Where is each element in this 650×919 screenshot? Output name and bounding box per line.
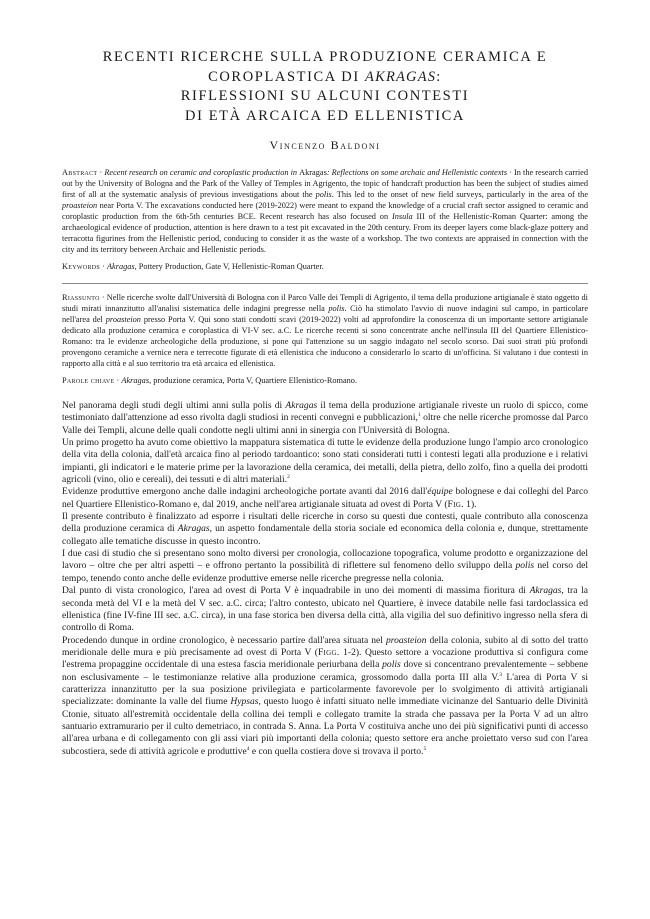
title-line-4: DI ETÀ ARCAICA ED ELLENISTICA [185,107,465,124]
p1-text-d: oltre che nelle ricerche promosse dal Parco Valle dei Templi, alcune delle quali condotte negli ultimi anni in sinergia con l'Università di Bologna. [62,412,588,436]
p6-akragas: Akragas [529,585,562,597]
riassunto-polis: polis [328,304,345,313]
abstract-text-3: near Porta V. The excavations conducted here (2019-2022) were meant to expand the knowledge of a crucial craft sector assigned to ceramic and coroplastic production from the 6th-5th centuries BCE. Recent research has also focused on [62,201,588,221]
parole-chiave [62,375,588,386]
riassunto-label: Riassunto [62,293,100,302]
p4-text-a: Il presente contributo è finalizzato ad esporre i risultati delle ricerche in corso su questi due contesti, quale contributo alla conoscenza della produzione ceramica di [62,511,588,535]
p7-hypsas: Hypsas [230,696,259,708]
p4-akragas: Akragas [177,523,210,535]
parole-sep: · [114,376,122,385]
figure-ref-1[interactable]: Fig. [447,498,464,510]
keywords [62,261,588,272]
abstract-text-2: . This led to the onset of new field surveys, particularly in the area of the [331,190,589,199]
abstract-text-1: · In the research carried out by the University of Bologna and the Park of the Valley of Temples in Agrigento, the topic of handcraft production has been the subject of studies aimed first of all at the systematic analysis of previous investigations about the [62,168,589,199]
abstract-text-4: III of the Hellenistic-Roman Quarter: among the archaeological evidence of production, attention is here drawn to a test pit excavated in the 20th century. From its deeper layers come black-glaze pottery and terracotta figurines from the Hellenistic period, conducing to consider it as the waste of a workshop. The two contexts are appraised in connection with the city and its territory between Archaic and Hellenistic periods. [62,212,588,254]
title-akragas: AKRAGAS [365,68,437,85]
keywords-label: Keywords [62,262,101,271]
body-paragraph-3 [62,486,588,511]
body-paragraph-7 [62,635,588,758]
author-name: Vincenzo Baldoni [269,138,381,152]
p7-proasteion: proasteion [385,634,427,646]
footnote-ref-4[interactable]: 4 [246,745,250,752]
p1-text-a: Nel panorama degli studi degli ultimi anni sulla polis di [62,400,286,411]
p2-text: Un primo progetto ha avuto come obiettivo la mappatura sistematica di tutte le evidenze della produzione lungo l'ampio arco cronologico della vita della colonia, dall'età arcaica fino al periodo tardoantico: sono stati considerati tutti i contesti legati alla produzione e i relativi impianti, gli indicatori e le materie prime per la lavorazione della ceramica, dei metalli, della pietra, dello zolfo, fino a quella dei prodotti agricoli (vino, olio e cereali), dei tessuti e di altri materiali. [62,437,588,486]
p5-polis: polis [515,560,535,572]
p7-text-g: dove si concentrano prevalentemente – sebbene non esclusivamente – le testimonianze relative alla produzione ceramica, grossomodo dalla porta III alla V. [62,659,588,683]
p5-text-c: nel corso del tempo, tenendo conto anche delle evidenze produttive emerse nelle ricerche pregresse nella colonia. [62,560,588,584]
body-paragraph-5 [62,548,588,585]
keywords-text: , Pottery Production, Gate V, Hellenistic-Roman Quarter. [134,262,324,271]
abstract-polis: polis [315,190,332,199]
title-line-1: RECENTI RICERCHE SULLA PRODUZIONE CERAMICA E [102,49,548,65]
body-text [62,400,588,758]
p3-text-e: 1). [463,498,477,510]
p3-text-a: Evidenze produttive emergono anche dalle indagini archeologiche portate avanti dal 2016 dall' [62,486,428,498]
p7-polis: polis [382,659,401,671]
abstract-insula: Insula [391,212,413,221]
body-paragraph-4 [62,511,588,548]
p6-text-a: Dal punto di vista cronologico, l'area ad ovest di Porta V è inquadrabile in uno dei momenti di massima fioritura di [62,585,530,597]
p1-akragas: Akragas [285,400,318,411]
abstract-title-1: Recent research on ceramic and coroplastic production in [104,168,300,177]
p6-text-c: , tra la seconda metà del VI e la metà del V sec. a.C. circa; l'altro contesto, ubicato nel Quartiere, è invece databile nelle fasi tardoclassica ed ellenistica (fine IV-fine III sec. a.C. circa), in una fase storica ben diversa della città, alla vigilia del suo definitivo ingresso nella sfera di controllo di Roma. [62,585,588,634]
p3-equipe: équipe [427,486,453,498]
abstract [62,167,588,255]
p7-text-h: L'area di Porta V si caratterizza innanzitutto per la sua posizione privilegiata e particolarmente favorevole per lo svolgimento di attività artigianali specializzate: dominante la valle del fiume [62,671,588,708]
riassunto-proasteion: proasteion [105,315,141,324]
title-colon: : [436,68,442,85]
footnote-ref-3[interactable]: 3 [499,671,503,678]
footnote-ref-1[interactable]: 1 [417,412,421,419]
abstract-title-2: : Reflections on some archaic and Hellenistic contexts [326,168,508,177]
section-divider [62,283,588,284]
parole-akragas: Akragas [121,376,150,385]
parole-label: Parole chiave [62,376,115,385]
abstract-sep: · [97,168,105,177]
body-paragraph-1 [62,400,588,437]
keywords-akragas: Akragas [106,262,135,271]
figure-ref-2[interactable]: Figg. [317,646,340,658]
title-line-2-text: COROPLASTICA DI [208,68,366,85]
title-line-2 [62,68,588,88]
abstract-label: Abstract [62,168,98,177]
footnote-ref-5[interactable]: 5 [423,745,427,752]
riassunto-text-3: presso Porta V. Qui sono stati condotti scavi (2019-2022) volti ad approfondire la conoscenza di un importante settore artigianale dedicato alla produzione ceramica e coroplastica di VI-V sec. a.C. Le ricerche recenti si sono concentrate anche nell'insula III del Quartiere Ellenistico-Romano: tra le evidenze archeologiche della produzione, si pone qui l'attenzione su un saggio indagato nel secolo scorso. Dai suoi strati più profondi provengono ceramiche a vernice nera e terrecotte figurate di età ellenistica che inducono a considerarlo lo scarto di un'officina. Si valutano i due contesti in rapporto alla città e al suo territorio tra età arcaica ed ellenistica. [62,315,588,368]
riassunto-text-2: . Ciò ha stimolato l'avvio di nuove indagini sul campo, in particolare nell'area del [62,304,588,324]
body-paragraph-2 [62,437,588,486]
body-paragraph-6 [62,585,588,634]
p7-text-k: e con quella costiera dove si trovava il porto. [249,745,424,757]
p4-text-c: , un aspetto fondamentale della storia sociale ed economica della colonia e, dunque, strettamente collegato alle tematiche discusse in questo incontro. [62,523,588,547]
p5-text-a: I due casi di studio che si presentano sono molto diversi per cronologia, collocazione topografica, volume prodotto e organizzazione del lavoro – oltre che per altri aspetti – e offrono pertanto la possibilità di riflettere sul fenomeno dello sviluppo della [62,548,588,572]
p1-text-c: il tema della produzione artigianale riveste un ruolo di spicco, come testimoniato dall'attenzione ad esso rivolta dagli studiosi in recenti convegni e pubblicazioni, [62,400,588,424]
riassunto-sep: · [99,293,107,302]
title-line-3: RIFLESSIONI SU ALCUNI CONTESTI [180,88,470,104]
riassunto-text-1: Nelle ricerche svolte dall'Università di Bologna con il Parco Valle dei Templi di Agrigento, il tema della produzione artigianale è stato oggetto di studi mirati innanzitutto all'analisi sistematica delle indagini pregresse nella [62,293,588,313]
p7-text-c: della colonia, subito al di sotto del tratto meridionale delle mura e più precisamente ad ovest di Porta V ( [62,634,588,658]
p7-text-a: Procedendo dunque in ordine cronologico, è necessario partire dall'area situata nel [62,634,386,646]
abstract-proasteion: proasteion [62,201,98,210]
footnote-ref-2[interactable]: 2 [287,473,290,480]
p7-text-e: 1-2). Questo settore a vocazione produttiva si configura come l'estrema propaggine occidentale di una estesa fascia meridionale periurbana della [62,646,588,671]
p7-text-j: , questo luogo è infatti situato nelle immediate vicinanze del Santuario delle Divinità Ctonie, situato all'estremità occidentale della collina dei templi e collegato tramite la strada che passava per la Porta V ad un altro santuario extramurario per il culto demetriaco, in contrada S. Anna. La Porta V costituiva anche uno dei più significativi punti di accesso all'area urbana e di collegamento con gli assi viari più importanti della colonia; questo settore era anche proiettato verso sud con l'area subcostiera, sede di attività agricole e produttive [62,696,588,757]
p3-text-c: bolognese e dai colleghi del Parco nel Quartiere Ellenistico-Romano e, dal 2019, anche nell'area artigianale situata ad ovest di Porta V ( [62,486,588,510]
keywords-sep: · [100,262,107,271]
abstract-title-akragas: Akragas [299,168,327,177]
parole-text: , produzione ceramica, Porta V, Quartiere Ellenistico-Romano. [149,376,358,385]
article-title [62,48,588,126]
riassunto [62,292,588,369]
